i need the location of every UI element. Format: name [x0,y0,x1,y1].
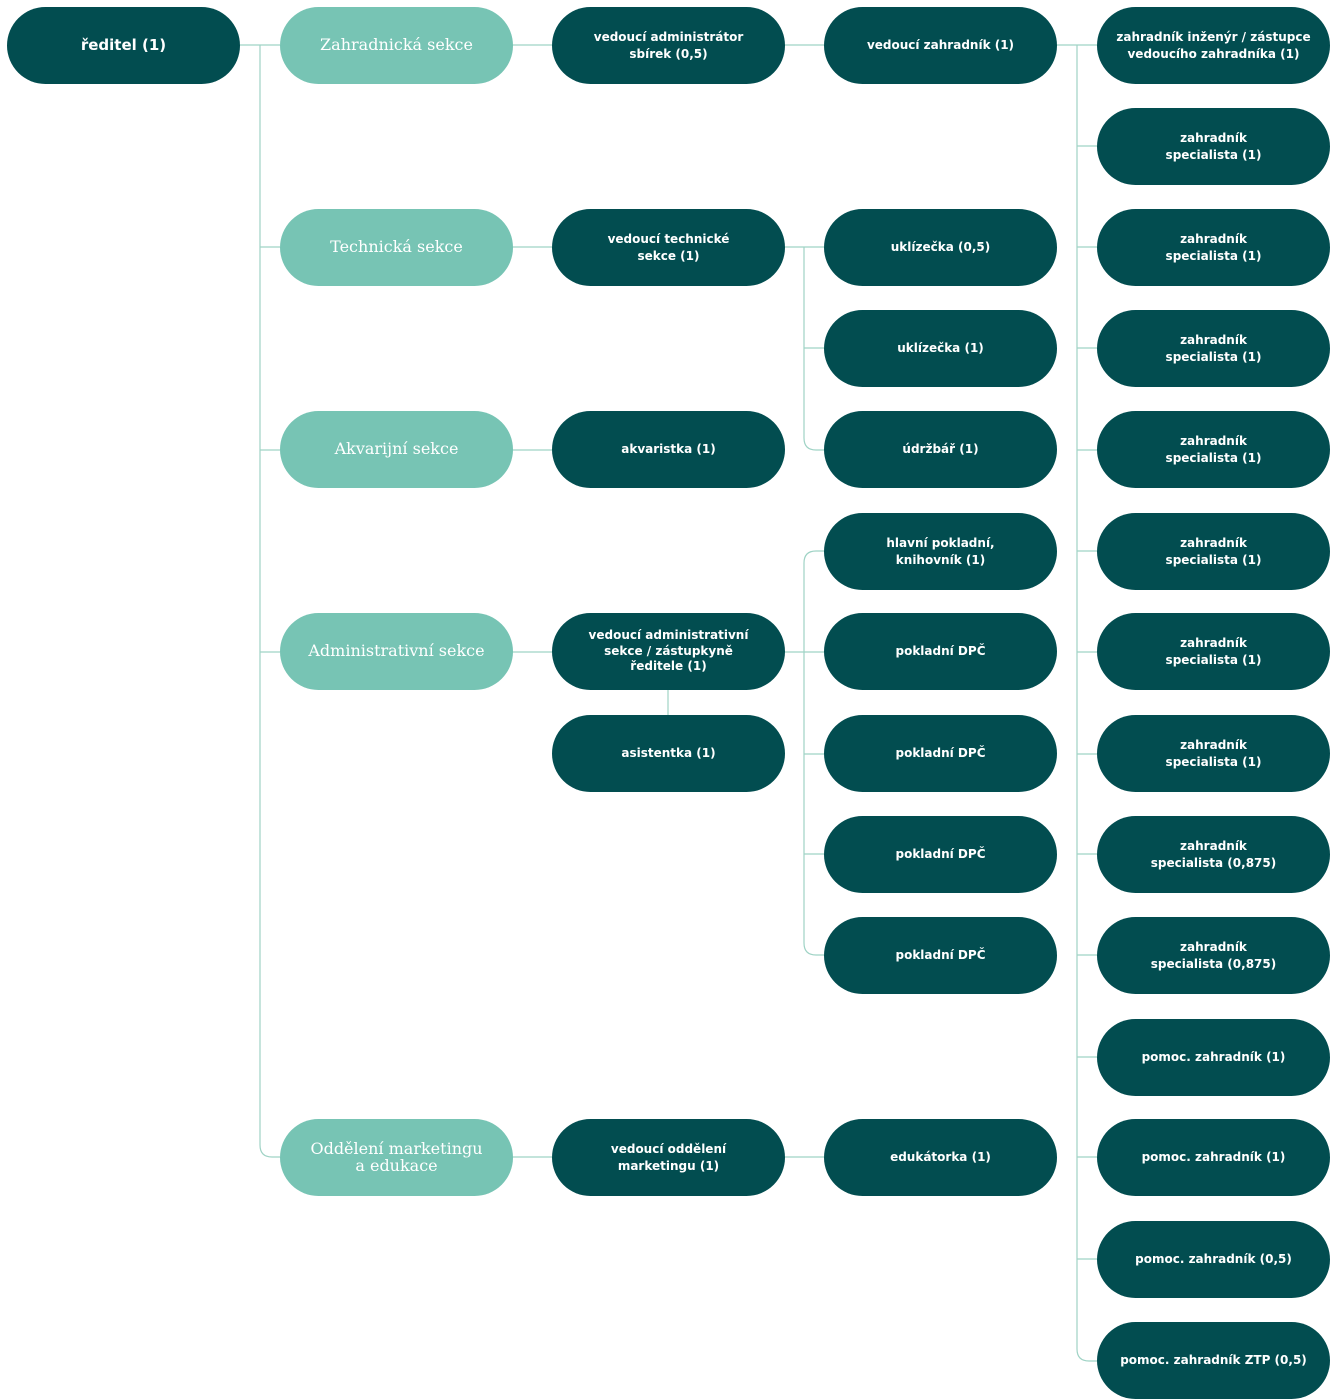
marketing-staff [824,1119,1057,1196]
section-garden [280,7,513,84]
node-label: pomoc. zahradník (1) [1141,1150,1286,1165]
gardener-11 [1097,1019,1330,1096]
head-administrative [552,613,785,690]
node-label: zahradník specialista (1) [1165,434,1262,465]
node-label: vedoucí zahradník (1) [866,38,1015,53]
garden-lead [824,7,1057,84]
node-label: pokladní DPČ [895,948,986,963]
section-label: Technická sekce [330,237,463,257]
node-label: zahradník specialista (1) [1165,131,1262,162]
node-label: edukátorka (1) [890,1150,991,1165]
section-label: Zahradnická sekce [320,35,473,55]
section-aquarium [280,411,513,488]
node-label: vedoucí oddělení marketingu (1) [610,1142,727,1173]
node-label: zahradník specialista (0,875) [1150,940,1277,971]
head-marketing [552,1119,785,1196]
section-technical [280,209,513,286]
node-label: uklízečka (1) [897,341,984,356]
node-label: asistentka (1) [621,746,716,761]
gardener-6 [1097,513,1330,590]
gardener-2 [1097,108,1330,185]
section-label: Administrativní sekce [308,641,485,661]
admin-staff-1 [824,513,1057,590]
admin-assistant [552,715,785,792]
node-label: zahradník specialista (1) [1165,738,1262,769]
section-label: Oddělení marketingu a edukace [310,1138,483,1175]
gardener-7 [1097,613,1330,690]
node-label: zahradník specialista (1) [1165,232,1262,263]
node-label: pokladní DPČ [895,847,986,862]
gardener-3 [1097,209,1330,286]
technical-staff-1 [824,209,1057,286]
admin-staff-3 [824,715,1057,792]
gardener-4 [1097,310,1330,387]
head-technical [552,209,785,286]
node-label: vedoucí administrativní sekce / zástupkyně ředitele (1) [588,628,749,674]
head-aquarium [552,411,785,488]
node-label: zahradník specialista (1) [1165,536,1262,567]
director-node [7,7,240,84]
node-label: pomoc. zahradník (0,5) [1135,1252,1292,1267]
technical-staff-2 [824,310,1057,387]
gardener-13 [1097,1221,1330,1298]
node-label: pomoc. zahradník ZTP (0,5) [1120,1353,1307,1368]
connector-sections-trunk [260,45,280,1157]
node-label: akvaristka (1) [621,442,716,457]
connector-admin-trunk [804,551,824,955]
gardener-10 [1097,917,1330,994]
node-label: údržbář (1) [902,442,979,457]
technical-staff-3 [824,411,1057,488]
head-garden-collections [552,7,785,84]
node-label: zahradník specialista (1) [1165,636,1262,667]
section-administrative [280,613,513,690]
node-label: vedoucí technické sekce (1) [607,232,730,263]
node-label: uklízečka (0,5) [890,240,991,255]
node-label: pomoc. zahradník (1) [1141,1050,1286,1065]
node-label: pokladní DPČ [895,644,986,659]
admin-staff-4 [824,816,1057,893]
gardener-1 [1097,7,1330,84]
section-marketing [280,1119,513,1196]
gardener-8 [1097,715,1330,792]
node-label: zahradník specialista (1) [1165,333,1262,364]
gardener-14 [1097,1322,1330,1399]
node-label: zahradník inženýr / zástupce vedoucího zahradníka (1) [1116,30,1311,61]
gardener-12 [1097,1119,1330,1196]
gardener-5 [1097,411,1330,488]
connector-gardeners-trunk [1077,45,1097,1361]
node-label: zahradník specialista (0,875) [1150,839,1277,870]
section-label: Akvarijní sekce [334,439,459,459]
director-label: ředitel (1) [80,36,167,54]
admin-staff-5 [824,917,1057,994]
node-label: hlavní pokladní, knihovník (1) [886,536,995,567]
node-label: pokladní DPČ [895,746,986,761]
gardener-9 [1097,816,1330,893]
admin-staff-2 [824,613,1057,690]
node-label: vedoucí administrátor sbírek (0,5) [593,30,744,61]
